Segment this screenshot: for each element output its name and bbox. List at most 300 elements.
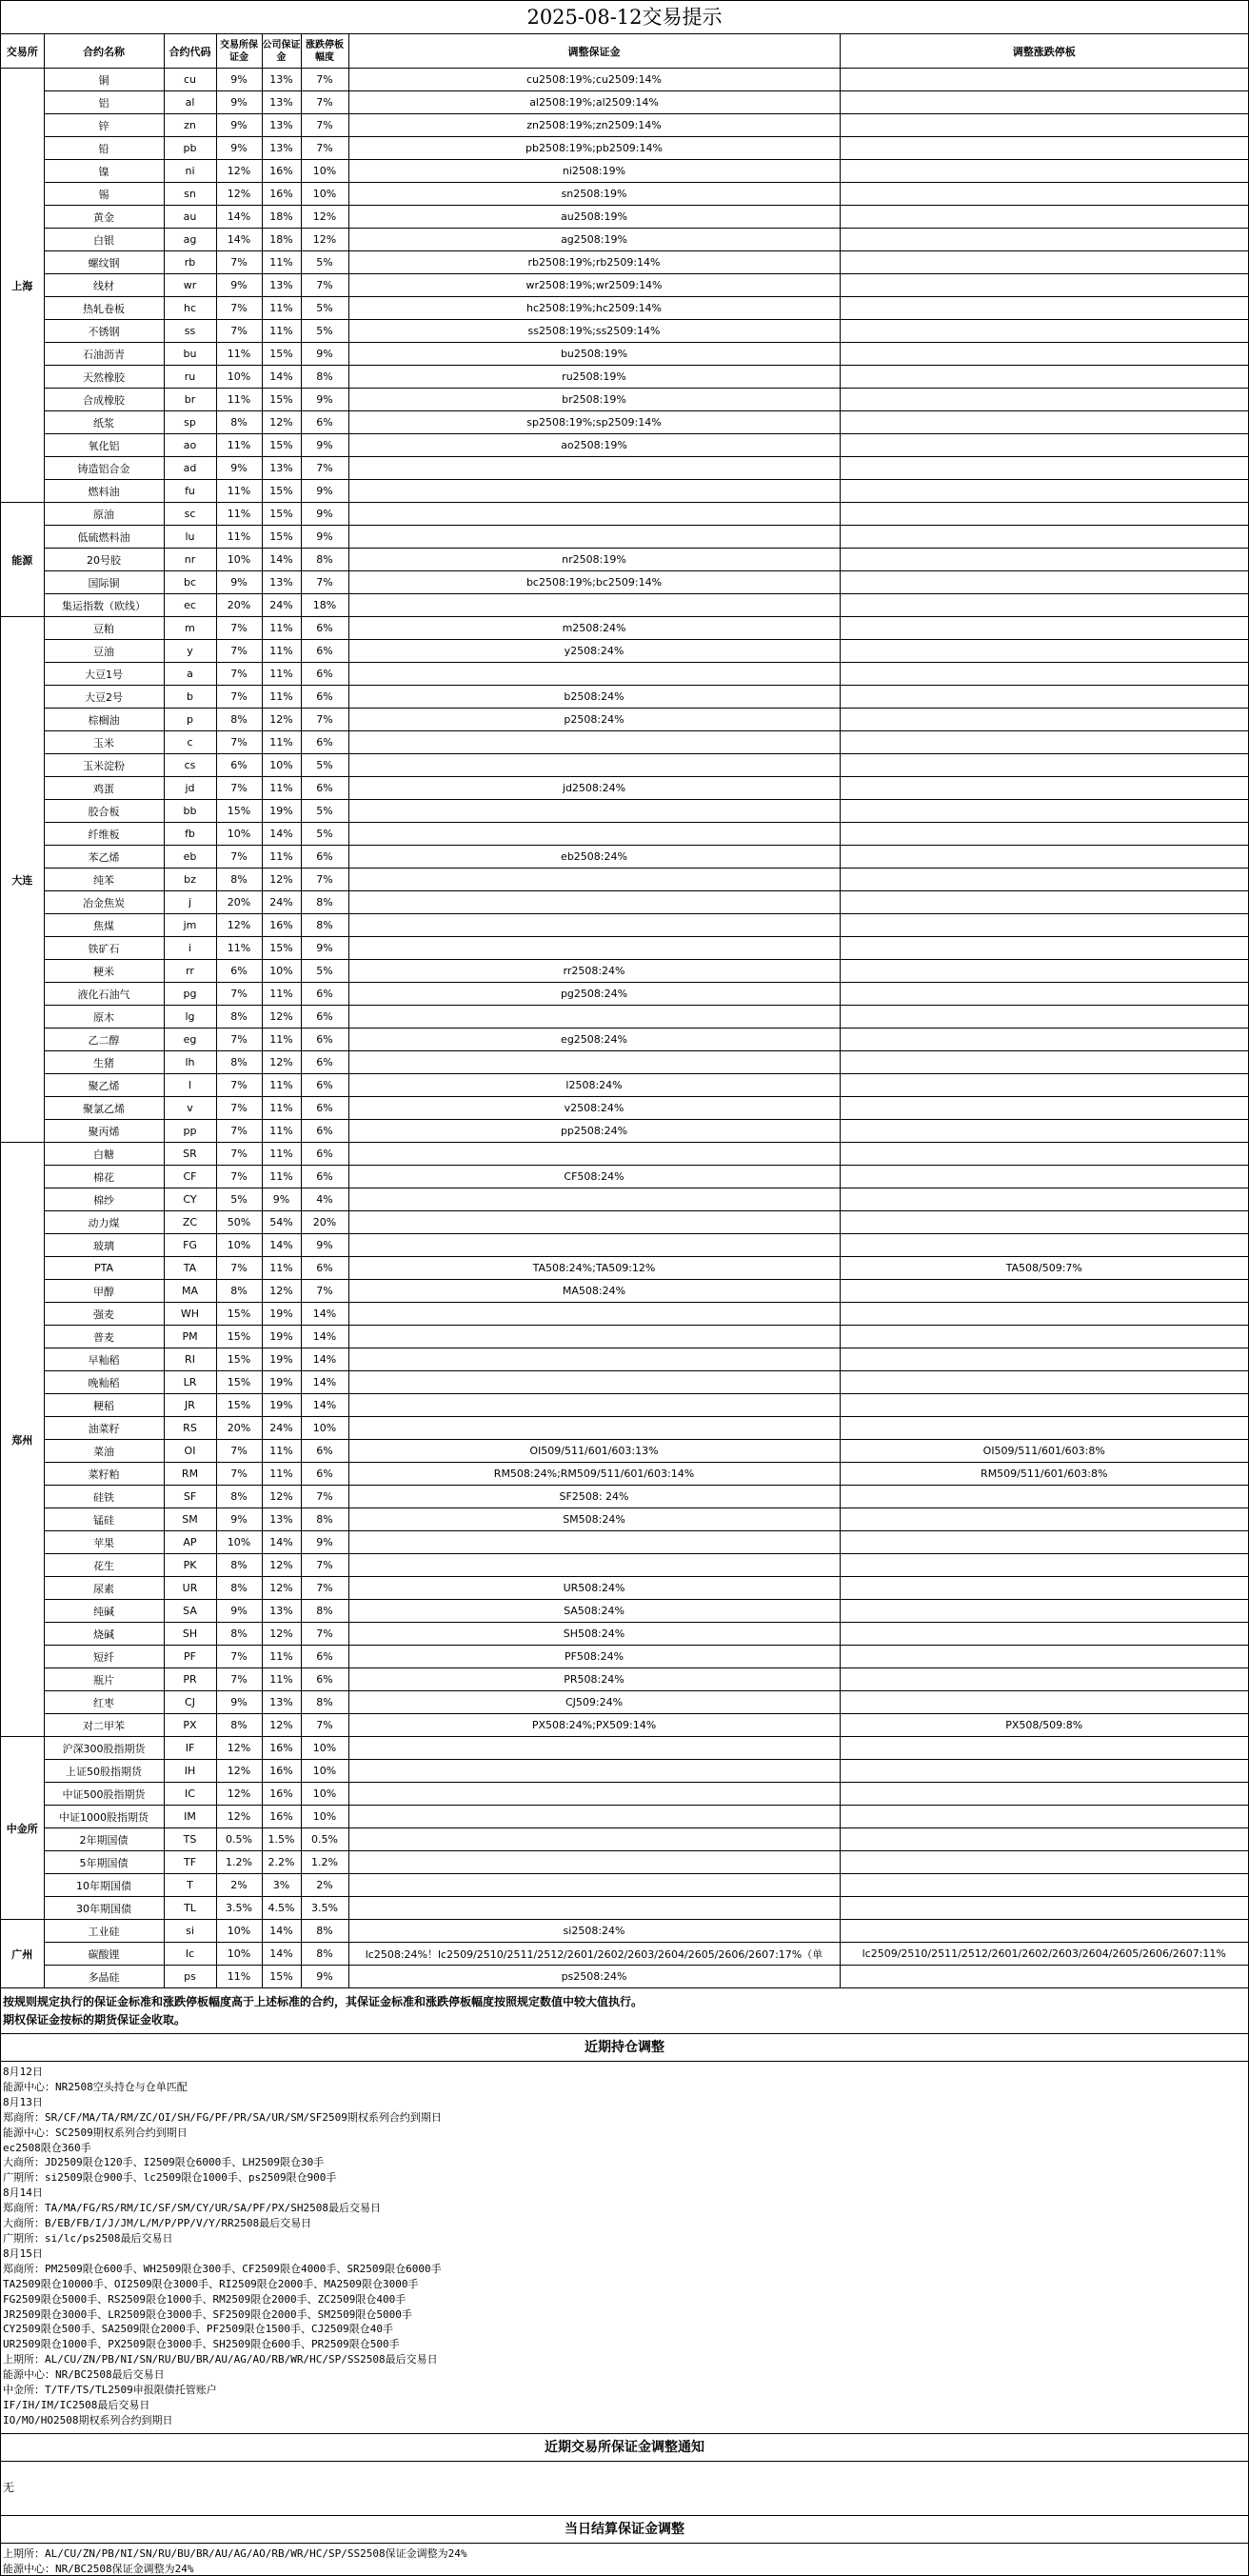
company-margin: 11% bbox=[262, 777, 301, 800]
contract-name: 粳米 bbox=[44, 960, 164, 983]
adjusted-margin: PR508:24% bbox=[348, 1668, 840, 1691]
contract-code: SF bbox=[164, 1486, 216, 1508]
company-margin: 11% bbox=[262, 320, 301, 343]
contract-name: 铸造铝合金 bbox=[44, 457, 164, 480]
table-row bbox=[1, 1463, 1248, 1486]
exchange-margin: 50% bbox=[216, 1211, 262, 1234]
company-margin: 11% bbox=[262, 1166, 301, 1188]
adjusted-margin bbox=[348, 1006, 840, 1028]
adjusted-limit bbox=[840, 891, 1248, 914]
contract-name: 烧碱 bbox=[44, 1623, 164, 1646]
price-limit: 6% bbox=[301, 617, 348, 640]
contract-name: 石油沥青 bbox=[44, 343, 164, 366]
company-margin: 13% bbox=[262, 91, 301, 114]
table-row bbox=[1, 1394, 1248, 1417]
contract-code: bz bbox=[164, 869, 216, 891]
table-row bbox=[1, 571, 1248, 594]
adjusted-margin: CJ509:24% bbox=[348, 1691, 840, 1714]
adjusted-margin bbox=[348, 526, 840, 549]
company-margin: 13% bbox=[262, 571, 301, 594]
contract-code: b bbox=[164, 686, 216, 709]
table-row bbox=[1, 503, 1248, 526]
contract-name: 不锈钢 bbox=[44, 320, 164, 343]
adjusted-limit bbox=[840, 1783, 1248, 1806]
contract-name: 鸡蛋 bbox=[44, 777, 164, 800]
exchange-margin: 9% bbox=[216, 91, 262, 114]
contract-name: 20号胶 bbox=[44, 549, 164, 571]
adjusted-limit bbox=[840, 1966, 1248, 1988]
exchange-margin: 12% bbox=[216, 1737, 262, 1760]
table-row bbox=[1, 160, 1248, 183]
contract-name: 焦煤 bbox=[44, 914, 164, 937]
contract-code: au bbox=[164, 206, 216, 229]
price-limit: 7% bbox=[301, 571, 348, 594]
adjusted-limit bbox=[840, 343, 1248, 366]
contract-code: TF bbox=[164, 1851, 216, 1874]
table-row bbox=[1, 1188, 1248, 1211]
adjusted-limit bbox=[840, 411, 1248, 434]
adjusted-limit bbox=[840, 274, 1248, 297]
contract-name: 玻璃 bbox=[44, 1234, 164, 1257]
adjusted-limit bbox=[840, 846, 1248, 869]
adjusted-margin: bu2508:19% bbox=[348, 343, 840, 366]
adjusted-margin bbox=[348, 1783, 840, 1806]
adjusted-limit bbox=[840, 1554, 1248, 1577]
adjusted-limit bbox=[840, 1760, 1248, 1783]
rule-note-line: 按规则规定执行的保证金标准和涨跌停板幅度高于上述标准的合约，其保证金标准和涨跌停板幅度按照规定数值中较大值执行。 bbox=[3, 1995, 644, 2008]
price-limit: 10% bbox=[301, 183, 348, 206]
table-row bbox=[1, 1691, 1248, 1714]
exchange-margin: 9% bbox=[216, 274, 262, 297]
contract-name: 棉花 bbox=[44, 1166, 164, 1188]
company-margin: 24% bbox=[262, 594, 301, 617]
contract-name: 纯苯 bbox=[44, 869, 164, 891]
contract-name: 锡 bbox=[44, 183, 164, 206]
contract-code: bu bbox=[164, 343, 216, 366]
company-margin: 11% bbox=[262, 663, 301, 686]
adjusted-limit bbox=[840, 1577, 1248, 1600]
contract-name: 铁矿石 bbox=[44, 937, 164, 960]
contract-name: 白银 bbox=[44, 229, 164, 251]
price-limit: 20% bbox=[301, 1211, 348, 1234]
adjusted-margin: au2508:19% bbox=[348, 206, 840, 229]
contract-code: SR bbox=[164, 1143, 216, 1166]
adjusted-limit bbox=[840, 1280, 1248, 1303]
table-row bbox=[1, 1828, 1248, 1851]
contract-code: ru bbox=[164, 366, 216, 389]
contract-code: OI bbox=[164, 1440, 216, 1463]
price-limit: 6% bbox=[301, 640, 348, 663]
table-row bbox=[1, 1211, 1248, 1234]
company-margin: 16% bbox=[262, 914, 301, 937]
adjusted-limit bbox=[840, 1737, 1248, 1760]
price-limit: 6% bbox=[301, 777, 348, 800]
contract-code: ni bbox=[164, 160, 216, 183]
contract-code: ad bbox=[164, 457, 216, 480]
adjusted-margin bbox=[348, 1394, 840, 1417]
contract-code: IH bbox=[164, 1760, 216, 1783]
adjusted-limit bbox=[840, 434, 1248, 457]
contract-code: v bbox=[164, 1097, 216, 1120]
company-margin: 15% bbox=[262, 937, 301, 960]
adjusted-margin: RM508:24%;RM509/511/601/603:14% bbox=[348, 1463, 840, 1486]
price-limit: 7% bbox=[301, 1577, 348, 1600]
price-limit: 3.5% bbox=[301, 1897, 348, 1920]
price-limit: 9% bbox=[301, 503, 348, 526]
adjusted-limit bbox=[840, 251, 1248, 274]
price-limit: 9% bbox=[301, 1966, 348, 1988]
company-margin: 15% bbox=[262, 480, 301, 503]
price-limit: 6% bbox=[301, 663, 348, 686]
contract-name: 热轧卷板 bbox=[44, 297, 164, 320]
adjusted-margin bbox=[348, 1417, 840, 1440]
company-margin: 12% bbox=[262, 1714, 301, 1737]
exchange-margin: 7% bbox=[216, 731, 262, 754]
header-adjust-margin: 调整保证金 bbox=[348, 34, 840, 69]
exchange-margin: 7% bbox=[216, 320, 262, 343]
adjusted-limit bbox=[840, 823, 1248, 846]
contract-name: 原油 bbox=[44, 503, 164, 526]
price-limit: 9% bbox=[301, 389, 348, 411]
table-row bbox=[1, 1234, 1248, 1257]
exchange-margin: 12% bbox=[216, 183, 262, 206]
contract-name: 镍 bbox=[44, 160, 164, 183]
price-limit: 5% bbox=[301, 960, 348, 983]
adjusted-margin: TA508:24%;TA509:12% bbox=[348, 1257, 840, 1280]
exchange-margin: 8% bbox=[216, 709, 262, 731]
company-margin: 54% bbox=[262, 1211, 301, 1234]
company-margin: 14% bbox=[262, 366, 301, 389]
company-margin: 19% bbox=[262, 800, 301, 823]
exchange-margin: 7% bbox=[216, 1646, 262, 1668]
position-line: 8月15日 bbox=[3, 2247, 43, 2260]
position-line: FG2509限仓5000手、RS2509限仓1000手、RM2509限仓2000手、ZC2509限仓400手 bbox=[3, 2292, 406, 2306]
price-limit: 7% bbox=[301, 869, 348, 891]
price-limit: 6% bbox=[301, 1166, 348, 1188]
header-exchange-margin: 交易所保证金 bbox=[216, 34, 262, 69]
adjusted-margin: SA508:24% bbox=[348, 1600, 840, 1623]
contract-code: p bbox=[164, 709, 216, 731]
exchange-margin: 8% bbox=[216, 1714, 262, 1737]
exchange-margin: 12% bbox=[216, 160, 262, 183]
table-row bbox=[1, 1486, 1248, 1508]
price-limit: 14% bbox=[301, 1394, 348, 1417]
company-margin: 12% bbox=[262, 1486, 301, 1508]
company-margin: 9% bbox=[262, 1188, 301, 1211]
exchange-margin: 7% bbox=[216, 1668, 262, 1691]
price-limit: 10% bbox=[301, 1760, 348, 1783]
contract-name: 玉米 bbox=[44, 731, 164, 754]
settle-lines bbox=[1, 2544, 1248, 2576]
adjusted-limit bbox=[840, 1600, 1248, 1623]
adjusted-margin: ao2508:19% bbox=[348, 434, 840, 457]
adjusted-margin: al2508:19%;al2509:14% bbox=[348, 91, 840, 114]
adjusted-limit bbox=[840, 69, 1248, 91]
company-margin: 11% bbox=[262, 1074, 301, 1097]
price-limit: 6% bbox=[301, 731, 348, 754]
exchange-margin: 7% bbox=[216, 1074, 262, 1097]
table-row bbox=[1, 137, 1248, 160]
contract-code: rb bbox=[164, 251, 216, 274]
table-row bbox=[1, 731, 1248, 754]
contract-name: 铜 bbox=[44, 69, 164, 91]
company-margin: 24% bbox=[262, 891, 301, 914]
table-row bbox=[1, 686, 1248, 709]
price-limit: 14% bbox=[301, 1348, 348, 1371]
table-row bbox=[1, 1851, 1248, 1874]
exchange-margin: 15% bbox=[216, 1394, 262, 1417]
contract-code: m bbox=[164, 617, 216, 640]
price-limit: 7% bbox=[301, 274, 348, 297]
table-row bbox=[1, 526, 1248, 549]
exchange-margin: 15% bbox=[216, 1348, 262, 1371]
contract-name: 纤维板 bbox=[44, 823, 164, 846]
position-line: 广期所：si2509限仓900手、lc2509限仓1000手、ps2509限仓900手 bbox=[3, 2171, 337, 2185]
table-row bbox=[1, 1966, 1248, 1988]
contract-code: SH bbox=[164, 1623, 216, 1646]
adjusted-margin: m2508:24% bbox=[348, 617, 840, 640]
contract-name: 花生 bbox=[44, 1554, 164, 1577]
contract-name: 多晶硅 bbox=[44, 1966, 164, 1988]
notice-text: 无 bbox=[3, 2480, 15, 2494]
exchange-margin: 10% bbox=[216, 549, 262, 571]
price-limit: 9% bbox=[301, 937, 348, 960]
table-row bbox=[1, 183, 1248, 206]
price-limit: 8% bbox=[301, 1600, 348, 1623]
contract-code: y bbox=[164, 640, 216, 663]
price-limit: 7% bbox=[301, 114, 348, 137]
table-row bbox=[1, 1943, 1248, 1966]
contract-code: bb bbox=[164, 800, 216, 823]
adjusted-limit: PX508/509:8% bbox=[840, 1714, 1248, 1737]
header-adjust-limit: 调整涨跌停板 bbox=[840, 34, 1248, 69]
adjusted-margin bbox=[348, 914, 840, 937]
exchange-margin: 12% bbox=[216, 1806, 262, 1828]
exchange-margin: 7% bbox=[216, 686, 262, 709]
adjusted-limit bbox=[840, 1828, 1248, 1851]
contract-name: 聚氯乙烯 bbox=[44, 1097, 164, 1120]
price-limit: 4% bbox=[301, 1188, 348, 1211]
contract-code: al bbox=[164, 91, 216, 114]
price-limit: 7% bbox=[301, 1623, 348, 1646]
adjusted-limit bbox=[840, 549, 1248, 571]
table-row bbox=[1, 343, 1248, 366]
exchange-margin: 10% bbox=[216, 366, 262, 389]
contract-name: 锌 bbox=[44, 114, 164, 137]
adjusted-margin: eb2508:24% bbox=[348, 846, 840, 869]
price-limit: 6% bbox=[301, 846, 348, 869]
company-margin: 12% bbox=[262, 1554, 301, 1577]
header-limit: 涨跌停板幅度 bbox=[301, 34, 348, 69]
adjusted-limit bbox=[840, 983, 1248, 1006]
price-limit: 9% bbox=[301, 1531, 348, 1554]
exchange-margin: 9% bbox=[216, 1691, 262, 1714]
exchange-name: 大连 bbox=[1, 617, 44, 1143]
adjusted-limit bbox=[840, 914, 1248, 937]
adjusted-limit bbox=[840, 937, 1248, 960]
price-limit: 8% bbox=[301, 914, 348, 937]
price-limit: 0.5% bbox=[301, 1828, 348, 1851]
table-row bbox=[1, 777, 1248, 800]
adjusted-limit bbox=[840, 1668, 1248, 1691]
company-margin: 14% bbox=[262, 1920, 301, 1943]
table-row bbox=[1, 1006, 1248, 1028]
adjusted-margin: p2508:24% bbox=[348, 709, 840, 731]
adjusted-margin: SF2508: 24% bbox=[348, 1486, 840, 1508]
header-code: 合约代码 bbox=[164, 34, 216, 69]
exchange-margin: 9% bbox=[216, 457, 262, 480]
contract-code: c bbox=[164, 731, 216, 754]
table-row bbox=[1, 411, 1248, 434]
exchange-margin: 5% bbox=[216, 1188, 262, 1211]
position-lines bbox=[1, 2062, 1248, 2433]
contract-code: lu bbox=[164, 526, 216, 549]
table-row bbox=[1, 617, 1248, 640]
contract-code: bc bbox=[164, 571, 216, 594]
adjusted-margin bbox=[348, 1554, 840, 1577]
rule-note bbox=[1, 1988, 1248, 2034]
price-limit: 7% bbox=[301, 1280, 348, 1303]
company-margin: 16% bbox=[262, 160, 301, 183]
adjusted-margin bbox=[348, 754, 840, 777]
price-limit: 7% bbox=[301, 69, 348, 91]
exchange-margin: 10% bbox=[216, 1943, 262, 1966]
adjusted-limit bbox=[840, 571, 1248, 594]
adjusted-limit bbox=[840, 1920, 1248, 1943]
position-line: ec2508限仓360手 bbox=[3, 2141, 91, 2154]
exchange-margin: 2% bbox=[216, 1874, 262, 1897]
adjusted-margin: si2508:24% bbox=[348, 1920, 840, 1943]
contract-code: T bbox=[164, 1874, 216, 1897]
table-row bbox=[1, 297, 1248, 320]
position-title: 近期持仓调整 bbox=[1, 2034, 1248, 2062]
contract-name: 豆粕 bbox=[44, 617, 164, 640]
table-row bbox=[1, 1623, 1248, 1646]
company-margin: 13% bbox=[262, 1600, 301, 1623]
contract-code: pg bbox=[164, 983, 216, 1006]
contract-code: lc bbox=[164, 1943, 216, 1966]
price-limit: 14% bbox=[301, 1371, 348, 1394]
contract-code: CJ bbox=[164, 1691, 216, 1714]
price-limit: 10% bbox=[301, 1417, 348, 1440]
adjusted-margin: UR508:24% bbox=[348, 1577, 840, 1600]
adjusted-limit bbox=[840, 594, 1248, 617]
exchange-margin: 11% bbox=[216, 1966, 262, 1988]
header-company-margin: 公司保证金 bbox=[262, 34, 301, 69]
exchange-margin: 8% bbox=[216, 1577, 262, 1600]
exchange-margin: 6% bbox=[216, 754, 262, 777]
table-row bbox=[1, 891, 1248, 914]
adjusted-margin bbox=[348, 1051, 840, 1074]
exchange-margin: 15% bbox=[216, 800, 262, 823]
adjusted-margin: eg2508:24% bbox=[348, 1028, 840, 1051]
contract-name: 沪深300股指期货 bbox=[44, 1737, 164, 1760]
price-limit: 8% bbox=[301, 366, 348, 389]
adjusted-margin bbox=[348, 937, 840, 960]
exchange-margin: 8% bbox=[216, 1623, 262, 1646]
table-row bbox=[1, 1074, 1248, 1097]
company-margin: 11% bbox=[262, 1120, 301, 1143]
company-margin: 13% bbox=[262, 457, 301, 480]
contract-name: 棕榈油 bbox=[44, 709, 164, 731]
contract-name: 螺纹钢 bbox=[44, 251, 164, 274]
adjusted-limit bbox=[840, 1646, 1248, 1668]
adjusted-limit bbox=[840, 1623, 1248, 1646]
contract-code: a bbox=[164, 663, 216, 686]
adjusted-limit bbox=[840, 503, 1248, 526]
adjusted-limit bbox=[840, 1806, 1248, 1828]
contract-code: rr bbox=[164, 960, 216, 983]
table-row bbox=[1, 1531, 1248, 1554]
exchange-margin: 11% bbox=[216, 480, 262, 503]
adjusted-margin: cu2508:19%;cu2509:14% bbox=[348, 69, 840, 91]
adjusted-margin bbox=[348, 731, 840, 754]
exchange-margin: 15% bbox=[216, 1326, 262, 1348]
company-margin: 18% bbox=[262, 229, 301, 251]
adjusted-limit bbox=[840, 160, 1248, 183]
adjusted-margin: ps2508:24% bbox=[348, 1966, 840, 1988]
contract-code: sn bbox=[164, 183, 216, 206]
price-limit: 6% bbox=[301, 1097, 348, 1120]
contract-code: ag bbox=[164, 229, 216, 251]
adjusted-limit bbox=[840, 1051, 1248, 1074]
exchange-margin: 11% bbox=[216, 343, 262, 366]
company-margin: 19% bbox=[262, 1371, 301, 1394]
adjusted-margin bbox=[348, 1234, 840, 1257]
adjusted-margin bbox=[348, 457, 840, 480]
company-margin: 4.5% bbox=[262, 1897, 301, 1920]
table-row bbox=[1, 754, 1248, 777]
company-margin: 13% bbox=[262, 1691, 301, 1714]
notice-section bbox=[1, 2434, 1248, 2516]
table-row bbox=[1, 251, 1248, 274]
adjusted-limit bbox=[840, 1006, 1248, 1028]
price-limit: 7% bbox=[301, 137, 348, 160]
contract-code: TS bbox=[164, 1828, 216, 1851]
adjusted-limit bbox=[840, 777, 1248, 800]
company-margin: 11% bbox=[262, 1257, 301, 1280]
price-limit: 7% bbox=[301, 91, 348, 114]
table-row bbox=[1, 1326, 1248, 1348]
contract-code: si bbox=[164, 1920, 216, 1943]
exchange-margin: 9% bbox=[216, 1600, 262, 1623]
company-margin: 11% bbox=[262, 846, 301, 869]
exchange-margin: 1.2% bbox=[216, 1851, 262, 1874]
contract-name: 胶合板 bbox=[44, 800, 164, 823]
price-limit: 18% bbox=[301, 594, 348, 617]
contract-name: 早籼稻 bbox=[44, 1348, 164, 1371]
price-limit: 7% bbox=[301, 709, 348, 731]
contract-name: 冶金焦炭 bbox=[44, 891, 164, 914]
adjusted-margin: ss2508:19%;ss2509:14% bbox=[348, 320, 840, 343]
contract-code: zn bbox=[164, 114, 216, 137]
company-margin: 15% bbox=[262, 503, 301, 526]
contract-code: CF bbox=[164, 1166, 216, 1188]
contract-code: SM bbox=[164, 1508, 216, 1531]
contract-name: 甲醇 bbox=[44, 1280, 164, 1303]
price-limit: 10% bbox=[301, 1737, 348, 1760]
adjusted-limit bbox=[840, 526, 1248, 549]
company-margin: 13% bbox=[262, 114, 301, 137]
exchange-margin: 7% bbox=[216, 640, 262, 663]
company-margin: 11% bbox=[262, 1143, 301, 1166]
exchange-margin: 7% bbox=[216, 1257, 262, 1280]
adjusted-margin: jd2508:24% bbox=[348, 777, 840, 800]
contract-name: 红枣 bbox=[44, 1691, 164, 1714]
table-row bbox=[1, 389, 1248, 411]
company-margin: 11% bbox=[262, 617, 301, 640]
table-row bbox=[1, 1371, 1248, 1394]
